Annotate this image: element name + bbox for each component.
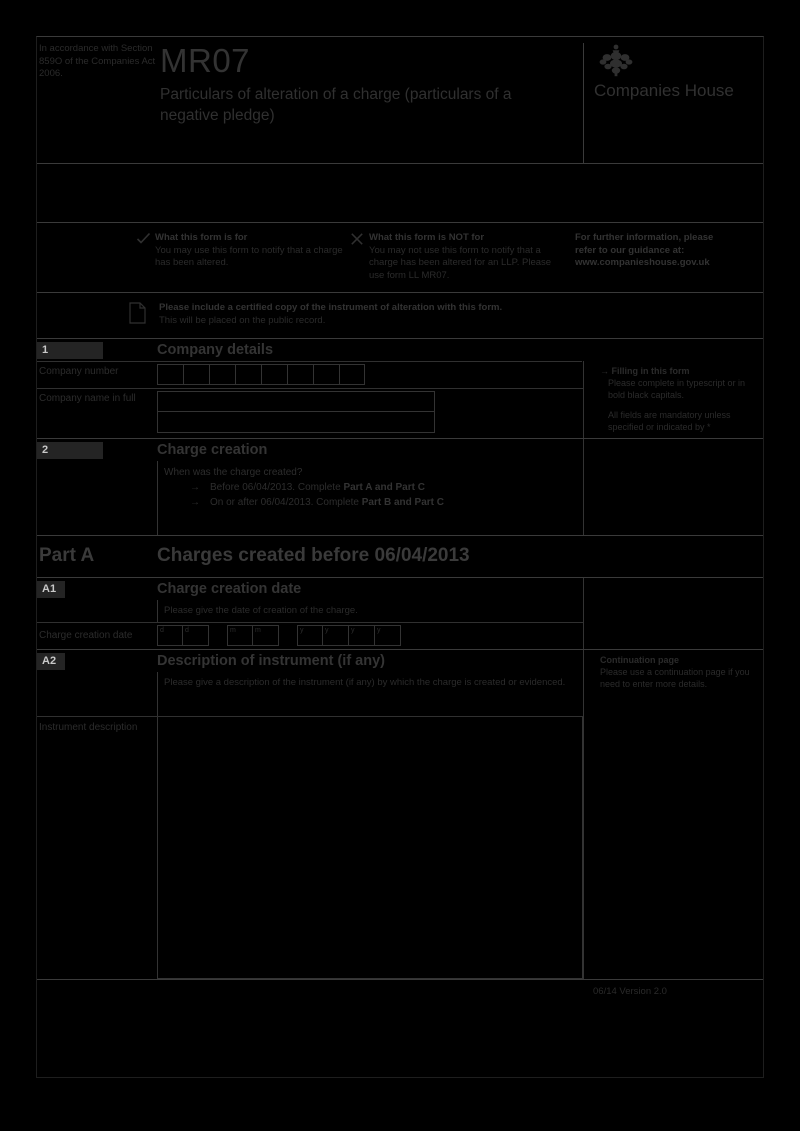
further-info-line2: refer to our guidance at: — [575, 244, 685, 256]
checkmark-icon — [137, 232, 155, 282]
instrument-description-label: Instrument description — [39, 722, 138, 733]
arrow-icon: → — [600, 366, 609, 376]
document-page-icon — [129, 301, 159, 329]
filling-in-body1: Please complete in typescript or in bold black capitals. — [608, 378, 746, 400]
company-name-input-line2[interactable] — [157, 412, 435, 433]
section-a1-heading — [37, 578, 583, 600]
section-a1-title: Charge creation date — [157, 581, 302, 597]
section-2-side — [583, 439, 763, 535]
arrow-icon: → — [190, 497, 200, 508]
company-number-cell[interactable] — [209, 364, 235, 385]
form-title-block — [159, 43, 583, 163]
date-cell-m2[interactable]: m — [253, 625, 279, 646]
continuation-page-body: Please use a continuation page if you need to enter more details. — [600, 667, 750, 689]
section-2-block — [37, 439, 763, 535]
brand-name: Companies House — [594, 81, 734, 100]
company-number-cell[interactable] — [313, 364, 339, 385]
charge-option-after-parts: Part B and Part C — [361, 497, 445, 508]
guidance-what-for — [137, 232, 351, 282]
date-cell-d1[interactable]: d — [157, 625, 183, 646]
section-1-title: Company details — [157, 342, 274, 358]
charge-option-after[interactable] — [164, 495, 583, 510]
section-2-title: Charge creation — [157, 442, 268, 458]
arrow-icon: → — [190, 482, 200, 493]
section-2-badge: 2 — [37, 442, 103, 459]
charge-option-before-parts: Part A and Part C — [343, 482, 425, 493]
date-cell-y1[interactable]: y — [297, 625, 323, 646]
accordance-note: In accordance with Section 859O of the Companies Act 2006. — [39, 43, 156, 79]
filling-in-form-note — [583, 361, 763, 438]
part-a-title: Charges created before 06/04/2013 — [157, 545, 470, 566]
date-cell-m1[interactable]: m — [227, 625, 253, 646]
company-number-cell[interactable] — [183, 364, 209, 385]
section-a1-badge: A1 — [37, 581, 65, 598]
continuation-page-heading: Continuation page — [600, 655, 679, 665]
section-a2-title: Description of instrument (if any) — [157, 653, 385, 669]
section-a1-block — [37, 578, 763, 649]
charge-creation-date-input[interactable] — [157, 625, 583, 646]
company-number-cell[interactable] — [235, 364, 261, 385]
date-cell-y3[interactable]: y — [349, 625, 375, 646]
form-page — [36, 36, 764, 1078]
company-number-label: Company number — [39, 366, 119, 377]
charge-option-after-text: On or after 06/04/2013. Complete — [210, 497, 362, 508]
charge-option-before-text: Before 06/04/2013. Complete — [210, 482, 344, 493]
section-a1-hint: Please give the date of creation of the charge. — [164, 605, 358, 616]
section-a2-badge: A2 — [37, 653, 65, 670]
guidance-further-info — [565, 232, 763, 282]
royal-crest-icon — [594, 43, 638, 77]
part-a-heading — [37, 536, 763, 577]
form-header — [37, 37, 763, 163]
date-cell-y2[interactable]: y — [323, 625, 349, 646]
charge-creation-question: When was the charge created? — [164, 467, 303, 478]
filling-in-body2: All fields are mandatory unless specified or indicated by * — [608, 410, 731, 432]
company-number-cell[interactable] — [157, 364, 183, 385]
company-name-label: Company name in full — [39, 393, 136, 404]
guidance-not-for-heading: What this form is NOT for — [369, 232, 485, 243]
form-code: MR07 — [160, 42, 251, 79]
section-1-heading — [37, 339, 763, 361]
continuation-page-note — [583, 650, 763, 979]
company-name-input-line1[interactable] — [157, 391, 435, 412]
date-cell-d2[interactable]: d — [183, 625, 209, 646]
company-number-cell[interactable] — [339, 364, 365, 385]
company-number-input[interactable] — [157, 364, 583, 385]
company-number-row — [37, 361, 763, 438]
certified-copy-text — [159, 301, 502, 329]
section-a2-block — [37, 650, 763, 979]
date-cell-y4[interactable]: y — [375, 625, 401, 646]
certified-copy-bold: Please include a certified copy of the instrument of alteration with this form. — [159, 302, 503, 313]
section-a2-heading — [37, 650, 583, 672]
part-a-label: Part A — [39, 545, 95, 566]
cross-icon — [351, 232, 369, 282]
section-a1-side — [583, 578, 763, 649]
companies-house-logo — [583, 43, 763, 163]
section-1-badge: 1 — [37, 342, 103, 359]
charge-creation-date-label: Charge creation date — [39, 630, 133, 641]
guidance-not-for-body: You may not use this form to notify that a charge has been altered for an LLP. Please use form LL MR07. — [369, 244, 552, 281]
section-a2-hint: Please give a description of the instrument (if any) by which the charge is created or evidenced. — [164, 677, 566, 688]
companies-house-url[interactable]: www.companieshouse.gov.uk — [575, 257, 710, 268]
charge-option-before[interactable] — [164, 480, 583, 495]
company-number-cell[interactable] — [261, 364, 287, 385]
certified-copy-normal: This will be placed on the public record. — [159, 315, 326, 326]
guidance-for-body: You may use this form to notify that a charge has been altered. — [155, 244, 343, 268]
certified-copy-notice — [37, 293, 763, 338]
filling-in-heading: Filling in this form — [611, 366, 690, 376]
section-2-heading — [37, 439, 583, 461]
form-footer — [37, 980, 763, 998]
form-name: Particulars of alteration of a charge (particulars of a negative pledge) — [160, 86, 512, 124]
version-text: 06/14 Version 2.0 — [593, 986, 667, 997]
further-info-line1: For further information, please — [575, 232, 714, 243]
instrument-description-input[interactable] — [157, 717, 583, 979]
company-number-cell[interactable] — [287, 364, 313, 385]
guidance-for-heading: What this form is for — [155, 232, 248, 243]
guidance-block — [37, 223, 763, 292]
guidance-what-not-for — [351, 232, 565, 282]
